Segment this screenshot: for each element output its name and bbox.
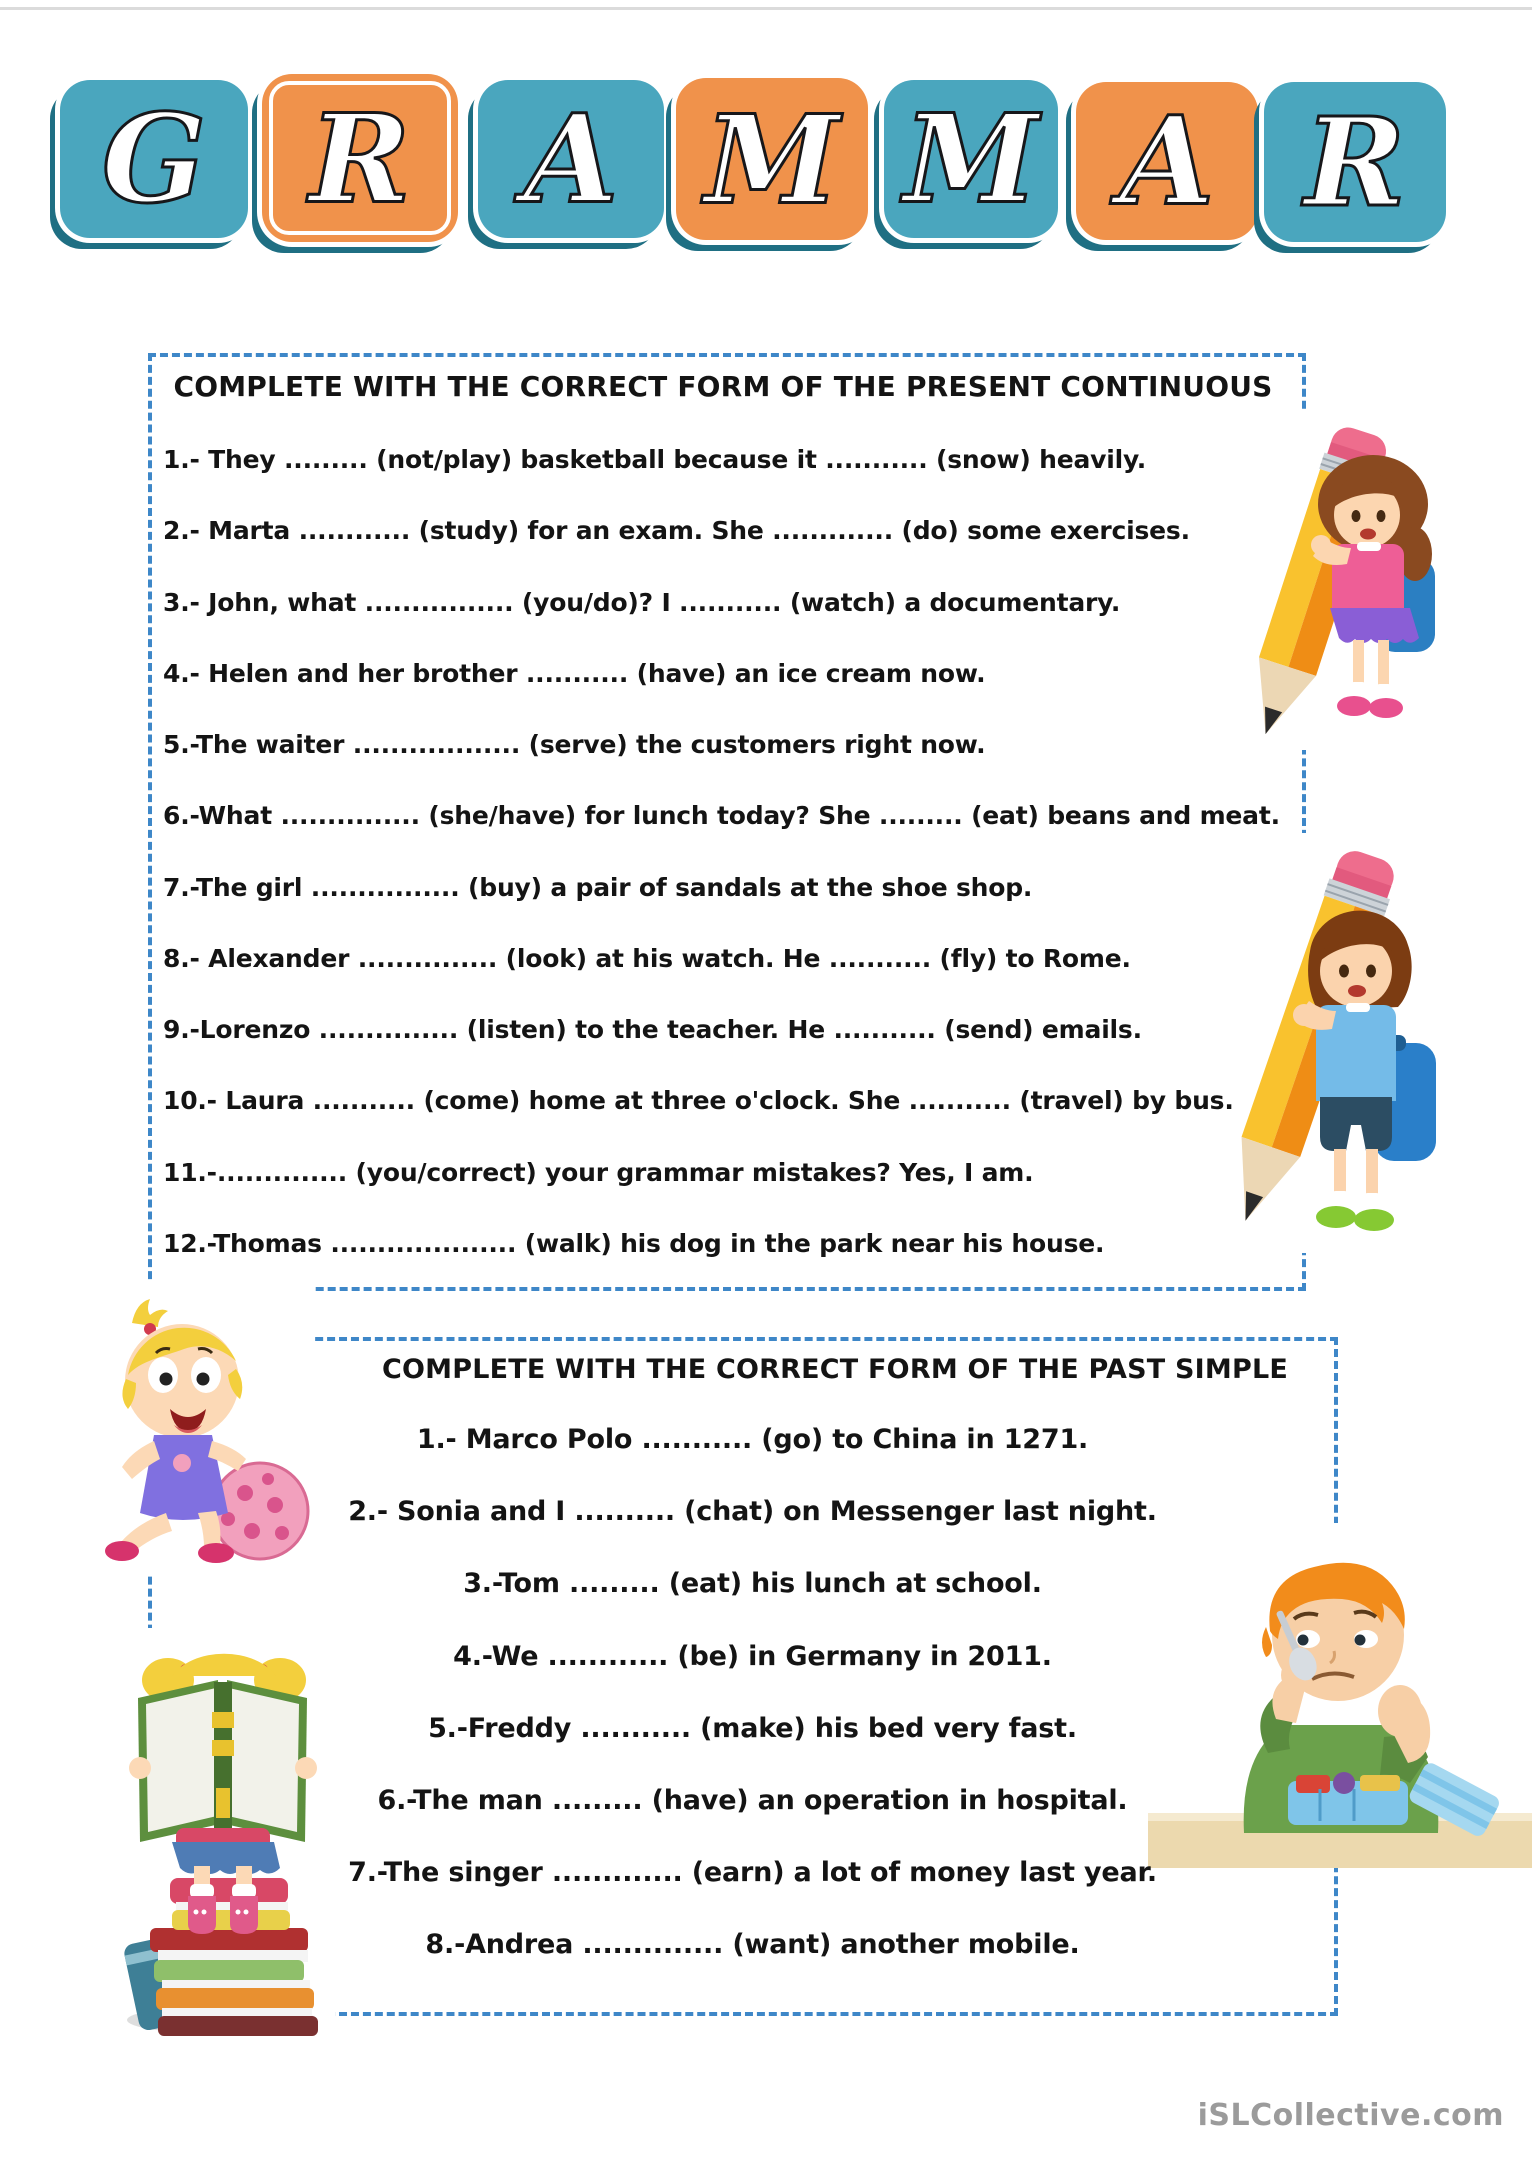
letter-g [60, 80, 248, 238]
svg-text:R: R [1304, 90, 1406, 235]
title-tile-r [262, 74, 458, 242]
letter-m [676, 78, 868, 240]
exercise-line: 3.- John, what ................ (you/do)? I ........... (watch) a documentary. [163, 588, 1121, 617]
section1-header: COMPLETE WITH THE CORRECT FORM OF THE PRESENT CONTINUOUS [173, 370, 1273, 403]
toddler-kicking-ball-image [70, 1283, 315, 1573]
exercise-line: 7.-The singer ............. (earn) a lot of money last year. [348, 1857, 1157, 1888]
title-tile-a2 [1076, 82, 1258, 240]
svg-text:R: R [309, 86, 411, 231]
section2-header: COMPLETE WITH THE CORRECT FORM OF THE PAST SIMPLE [381, 1354, 1289, 1385]
title-tile-a [478, 80, 664, 238]
page-top-rule [0, 7, 1532, 10]
svg-text:A: A [1119, 88, 1215, 233]
letter-r [262, 74, 458, 242]
exercise-line: 5.-The waiter .................. (serve) the customers right now. [163, 730, 986, 759]
letter-r [1264, 82, 1446, 242]
title-tile-m1 [676, 78, 868, 240]
islcollective-watermark: iSLCollective.com [1197, 2098, 1504, 2133]
girl-with-giant-pencil-image [1235, 412, 1445, 750]
svg-text:M: M [704, 87, 840, 232]
exercise-line: 3.-Tom ......... (eat) his lunch at school. [463, 1568, 1042, 1599]
exercise-line: 2.- Sonia and I .......... (chat) on Messenger last night. [348, 1496, 1157, 1527]
exercise-line: 6.-What ............... (she/have) for lunch today? She ......... (eat) beans and meat. [163, 801, 1280, 830]
boy-eating-lunchbox-image [1148, 1523, 1532, 1868]
exercise-line: 10.- Laura ........... (come) home at three o'clock. She ........... (travel) by bus. [163, 1086, 1234, 1115]
title-tile-r2 [1264, 82, 1446, 242]
title-tile-m2 [884, 80, 1058, 238]
exercise-line: 6.-The man ......... (have) an operation in hospital. [377, 1785, 1128, 1816]
letter-a [478, 80, 664, 238]
boy-with-giant-pencil-image [1228, 833, 1443, 1253]
svg-text:G: G [101, 86, 207, 231]
exercise-line: 8.- Alexander ............... (look) at his watch. He ........... (fly) to Rome. [163, 944, 1131, 973]
girl-reading-on-books-image [110, 1628, 335, 2038]
exercise-line: 4.-We ............ (be) in Germany in 2011. [453, 1641, 1052, 1672]
exercise-line: 1.- Marco Polo ........... (go) to China in 1271. [416, 1424, 1089, 1455]
exercise-line: 5.-Freddy ........... (make) his bed very fast. [428, 1713, 1077, 1744]
exercise-line: 2.- Marta ............ (study) for an exam. She ............. (do) some exercises. [163, 516, 1190, 545]
exercise-line: 8.-Andrea .............. (want) another mobile. [425, 1929, 1080, 1960]
exercise-line: 12.-Thomas .................... (walk) his dog in the park near his house. [163, 1229, 1105, 1258]
letter-a [1076, 82, 1258, 240]
exercise-line: 11.-.............. (you/correct) your grammar mistakes? Yes, I am. [163, 1158, 1034, 1187]
exercise-line: 1.- They ......... (not/play) basketball because it ........... (snow) heavily. [163, 445, 1147, 474]
letter-m [884, 80, 1058, 238]
exercise-line: 7.-The girl ................ (buy) a pair of sandals at the shoe shop. [163, 873, 1033, 902]
exercise-line: 9.-Lorenzo ............... (listen) to the teacher. He ........... (send) emails. [163, 1015, 1142, 1044]
title-tile-g [60, 80, 248, 238]
svg-text:M: M [903, 86, 1039, 231]
exercise-line: 4.- Helen and her brother ........... (have) an ice cream now. [163, 659, 986, 688]
svg-text:A: A [523, 86, 619, 231]
